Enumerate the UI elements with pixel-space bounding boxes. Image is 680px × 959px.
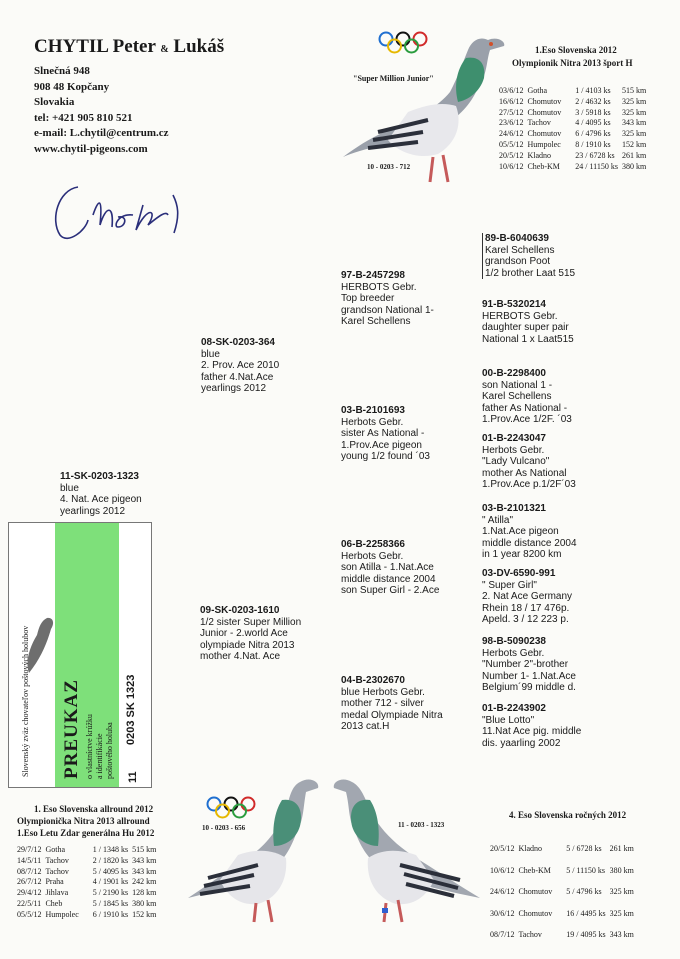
owner-email: e-mail: L.chytil@centrum.cz <box>34 127 169 139</box>
ped-line: grandson Poot <box>485 256 551 268</box>
ped-ssd: 91-B-5320214 HERBOTS Gebr. daughter super pair National 1 x Laat515 <box>482 299 574 345</box>
result-row <box>17 856 160 867</box>
result-place: Chomutov <box>527 107 562 117</box>
ped-sss: 89-B-6040639 Karel Schellens grandson Poot 1/2 brother Laat 515 <box>482 233 575 279</box>
owner-address1: Slnečná 948 <box>34 65 90 77</box>
result-dist: 515 km <box>621 86 647 95</box>
result-row <box>499 162 650 173</box>
result-dist: 152 km <box>621 139 647 149</box>
ped-dsd: 03-DV-6590-991 " Super Girl" 2. Nat Ace Germany Rhein 18 / 17 476p. Apeld. 3 / 12 223 p. <box>482 568 573 626</box>
result-dist: 343 km <box>132 866 157 876</box>
ped-line: 1.Prov.Ace pigeon <box>341 439 422 451</box>
ring-card-texts <box>61 529 83 779</box>
signature <box>48 175 228 250</box>
ped-line: blue <box>60 482 79 494</box>
ped-line: father As National - <box>482 402 568 414</box>
result-place: Praha <box>45 877 64 887</box>
result-pos: 5 / 4095 ks <box>92 866 129 876</box>
result-date: 10/6/12 <box>499 161 524 171</box>
ped-line: grandson National 1- <box>341 304 434 316</box>
ped-line: 1.Prov.Ace p.1/2F´03 <box>482 479 576 491</box>
result-row <box>490 881 638 903</box>
result-dist: 242 km <box>132 877 157 887</box>
ped-dam: 09-SK-0203-1610 1/2 sister Super Million Junior - 2.world Ace olympiade Nitra 2013 mother 4.Nat. Ace <box>200 605 302 663</box>
ped-line: Rhein 18 / 17 476p. <box>482 602 570 614</box>
result-row <box>17 867 160 878</box>
ped-line: "Blue Lotto" <box>482 714 535 726</box>
result-pos: 3 / 5918 ks <box>575 107 611 117</box>
ped-line: 2013 cat.H <box>341 721 390 733</box>
result-pos: 5 / 11150 ks <box>566 865 605 875</box>
result-row <box>499 151 650 162</box>
top-title2: Olympionik Nitra 2013 šport H <box>512 58 633 68</box>
result-row <box>17 877 160 888</box>
result-pos: 24 / 11150 ks <box>575 161 618 171</box>
ped-line: mother As National <box>482 467 567 479</box>
result-place: Cheb-KM <box>527 161 560 171</box>
ped-line: mother 712 - silver <box>341 698 424 710</box>
result-dist: 325 km <box>621 107 647 117</box>
ped-line: mother 4.Nat. Ace <box>200 651 281 663</box>
result-pos: 2 / 4632 ks <box>575 96 611 106</box>
result-date: 26/7/12 <box>17 877 42 887</box>
result-pos: 23 / 6728 ks <box>575 150 615 160</box>
ped-line: " Super Girl" <box>482 579 537 591</box>
ped-line: in 1 year 8200 km <box>482 549 562 561</box>
result-pos: 6 / 1910 ks <box>92 909 129 919</box>
ring-card-pigeon-icon <box>19 613 57 683</box>
ped-line: father 4.Nat.Ace <box>201 371 274 383</box>
ped-line: 2. Nat Ace Germany <box>482 591 573 603</box>
result-dist: 343 km <box>132 855 157 865</box>
result-row <box>490 903 638 925</box>
br-ring: 11 - 0203 - 1323 <box>398 821 445 829</box>
ped-line: "Lady Vulcano" <box>482 456 550 468</box>
result-place: Kladno <box>527 150 552 160</box>
ring-card-number: 0203 SK 1323 <box>125 674 137 745</box>
ped-line: yearlings 2012 <box>60 505 126 517</box>
result-pos: 5 / 1845 ks <box>92 898 129 908</box>
pigeon-image-bottom-left <box>178 770 323 930</box>
result-place: Cheb-KM <box>518 865 551 875</box>
ped-ddd: 01-B-2243902 "Blue Lotto" 11.Nat Ace pig. middle dis. yaarling 2002 <box>482 703 582 749</box>
bl-title3: 1.Eso Letu Zdar generálna Hu 2012 <box>17 828 155 838</box>
ped-line: "Number 2"-brother <box>482 659 569 671</box>
result-dist: 380 km <box>132 898 157 908</box>
result-dist: 261 km <box>621 150 647 160</box>
result-row <box>17 899 160 910</box>
result-dist: 515 km <box>132 845 157 854</box>
ped-line: daughter super pair <box>482 322 569 334</box>
bl-ring: 10 - 0203 - 656 <box>202 824 246 832</box>
result-pos: 5 / 4796 ks <box>566 887 602 896</box>
result-pos: 8 / 1910 ks <box>575 139 611 149</box>
ped-line: 2. Prov. Ace 2010 <box>201 360 280 372</box>
result-dist: 128 km <box>132 888 157 898</box>
result-date: 30/6/12 <box>490 908 515 918</box>
ped-dds: 98-B-5090238 Herbots Gebr. "Number 2"-brother Number 1- 1.Nat.Ace Belgium´99 middle d. <box>482 636 576 694</box>
result-dist: 380 km <box>609 865 634 875</box>
result-place: Jihlava <box>45 888 69 898</box>
top-results <box>499 86 650 172</box>
result-row <box>17 845 160 856</box>
ped-subject: 11-SK-0203-1323 blue 4. Nat. Ace pigeon yearlings 2012 <box>60 471 142 517</box>
result-date: 03/6/12 <box>499 86 524 95</box>
result-place: Tachov <box>527 118 551 128</box>
result-date: 08/7/12 <box>17 866 42 876</box>
ped-dd: 04-B-2302670 blue Herbots Gebr. mother 712 - silver medal Olympiade Nitra 2013 cat.H <box>341 675 443 733</box>
result-date: 29/7/12 <box>17 845 42 854</box>
result-place: Humpolec <box>527 139 561 149</box>
result-place: Tachov <box>518 930 542 939</box>
result-pos: 19 / 4095 ks <box>566 930 606 939</box>
owner-tel: tel: +421 905 810 521 <box>34 111 133 124</box>
result-pos: 5 / 6728 ks <box>566 844 602 853</box>
ring-card-year: 11 <box>127 771 139 783</box>
ped-line: dis. yaarling 2002 <box>482 737 561 749</box>
ped-line: medal Olympiade Nitra <box>341 709 443 721</box>
ped-line: 1.Nat.Ace pigeon <box>482 526 559 538</box>
ped-line: son National 1 - <box>482 379 553 391</box>
ped-line: Karel Schellens <box>341 316 411 328</box>
result-date: 16/6/12 <box>499 96 524 106</box>
result-place: Chomutov <box>518 908 553 918</box>
ped-line: yearlings 2012 <box>201 383 267 395</box>
ped-line: Karel Schellens <box>485 244 555 256</box>
result-row <box>17 888 160 899</box>
bl-results <box>17 845 160 921</box>
ring-card-union: Slovenský zväz chovateľov poštových holubov <box>21 625 30 777</box>
result-date: 24/6/12 <box>490 887 515 896</box>
ped-ss: 97-B-2457298 HERBOTS Gebr. Top breeder grandson National 1- Karel Schellens <box>341 270 434 328</box>
result-pos: 6 / 4796 ks <box>575 129 611 139</box>
ped-line: 1/2 sister Super Million <box>200 616 302 628</box>
result-dist: 152 km <box>132 909 157 919</box>
result-place: Tachov <box>45 855 69 865</box>
result-date: 24/6/12 <box>499 129 524 139</box>
result-pos: 4 / 4095 ks <box>575 118 611 128</box>
result-dist: 325 km <box>609 887 634 896</box>
pigeon-image-bottom-right <box>330 770 490 930</box>
result-dist: 343 km <box>621 118 647 128</box>
result-date: 05/5/12 <box>499 139 524 149</box>
ped-line: Top breeder <box>341 293 395 305</box>
ped-line: HERBOTS Gebr. <box>341 281 417 293</box>
ped-sds: 00-B-2298400 son National 1 - Karel Schellens father As National - 1.Prov.Ace 1/2F. ´03 <box>482 368 572 426</box>
ped-line: Herbots Gebr. <box>341 550 404 562</box>
result-dist: 325 km <box>621 129 647 139</box>
result-date: 08/7/12 <box>490 930 515 939</box>
result-pos: 2 / 1820 ks <box>92 855 129 865</box>
ped-line: son Super Girl - 2.Ace <box>341 585 440 597</box>
ped-sdd: 01-B-2243047 Herbots Gebr. "Lady Vulcano" mother As National 1.Prov.Ace p.1/2F´03 <box>482 433 576 491</box>
ped-line: young 1/2 found ´03 <box>341 451 430 463</box>
ped-line: middle distance 2004 <box>482 537 577 549</box>
ring-card-title: PREUKAZ <box>61 679 82 779</box>
ped-line: Herbots Gebr. <box>341 416 404 428</box>
result-place: Humpolec <box>45 909 79 919</box>
result-pos: 16 / 4495 ks <box>566 908 606 918</box>
result-place: Cheb <box>45 898 63 908</box>
ped-line: Belgium´99 middle d. <box>482 682 576 694</box>
result-row <box>490 860 638 882</box>
result-place: Chomutov <box>527 129 562 139</box>
result-date: 20/5/12 <box>490 844 515 853</box>
ped-line: Junior - 2.world Ace <box>200 628 288 640</box>
result-date: 23/6/12 <box>499 118 524 128</box>
result-dist: 343 km <box>609 930 634 939</box>
ped-line: 4. Nat. Ace pigeon <box>60 494 142 506</box>
owner-name: CHYTIL Peter & Lukáš <box>34 36 225 57</box>
ped-line: sister As National - <box>341 428 425 440</box>
owner-country: Slovakia <box>34 96 75 108</box>
result-date: 14/5/11 <box>17 855 42 865</box>
ped-line: middle distance 2004 <box>341 573 436 585</box>
result-pos: 1 / 4103 ks <box>575 86 611 95</box>
ped-line: Apeld. 3 / 12 223 p. <box>482 614 569 626</box>
result-pos: 5 / 2190 ks <box>92 888 129 898</box>
result-row <box>490 838 638 860</box>
owner-address2: 908 48 Kopčany <box>34 80 110 93</box>
ped-line: " Atilla" <box>482 514 514 526</box>
ped-line: National 1 x Laat515 <box>482 333 574 345</box>
ped-line: Herbots Gebr. <box>482 444 545 456</box>
ped-line: olympiade Nitra 2013 <box>200 639 295 651</box>
ped-line: 11.Nat Ace pig. middle <box>482 726 582 738</box>
result-row <box>499 86 650 97</box>
result-date: 27/5/12 <box>499 107 524 117</box>
bl-title2: Olympionička Nitra 2013 allround <box>17 816 150 826</box>
result-date: 05/5/12 <box>17 909 42 919</box>
result-place: Gotha <box>45 845 66 854</box>
ped-line: son Atilla - 1.Nat.Ace <box>341 562 434 574</box>
bl-title1: 1. Eso Slovenska allround 2012 <box>34 804 154 814</box>
result-date: 22/5/11 <box>17 898 42 908</box>
ped-line: 1.Prov.Ace 1/2F. ´03 <box>482 414 572 426</box>
result-row <box>499 108 650 119</box>
result-row <box>490 924 638 946</box>
result-row <box>499 97 650 108</box>
result-pos: 1 / 1348 ks <box>92 845 129 854</box>
result-row <box>499 140 650 151</box>
result-row <box>17 910 160 921</box>
result-place: Gotha <box>527 86 548 95</box>
ped-line: Herbots Gebr. <box>482 647 545 659</box>
result-dist: 325 km <box>609 908 634 918</box>
owner-block <box>34 36 224 157</box>
result-place: Chomutov <box>527 96 562 106</box>
ped-dss: 03-B-2101321 " Atilla" 1.Nat.Ace pigeon middle distance 2004 in 1 year 8200 km <box>482 503 577 561</box>
ped-line: blue Herbots Gebr. <box>341 686 425 698</box>
result-date: 20/5/12 <box>499 150 524 160</box>
pigeon-image-top <box>338 22 508 192</box>
ped-line: Number 1- 1.Nat.Ace <box>482 670 576 682</box>
ring-card <box>8 522 152 788</box>
ped-line: Karel Schellens <box>482 391 552 403</box>
result-dist: 380 km <box>621 161 647 171</box>
result-dist: 261 km <box>609 844 634 853</box>
ped-line: blue <box>201 348 220 360</box>
ped-line: 1/2 brother Laat 515 <box>485 267 576 279</box>
ped-sd: 03-B-2101693 Herbots Gebr. sister As National - 1.Prov.Ace pigeon young 1/2 found ´03 <box>341 405 430 463</box>
br-results <box>490 838 638 946</box>
br-title: 4. Eso Slovenska ročných 2012 <box>509 810 627 820</box>
top-pigeon-nickname: "Super Million Junior" <box>353 74 434 83</box>
result-date: 10/6/12 <box>490 865 515 875</box>
ped-ds: 06-B-2258366 Herbots Gebr. son Atilla - 1.Nat.Ace middle distance 2004 son Super Girl - 2.Ace <box>341 539 440 597</box>
result-row <box>499 118 650 129</box>
top-pigeon-ring: 10 - 0203 - 712 <box>367 163 411 171</box>
result-pos: 4 / 1901 ks <box>92 877 129 887</box>
result-place: Tachov <box>45 866 69 876</box>
result-row <box>499 129 650 140</box>
ring-card-subtitle: o vlastníctve krúžku a identifikácie poštového holuba <box>85 714 114 779</box>
ped-sire: 08-SK-0203-364 blue 2. Prov. Ace 2010 father 4.Nat.Ace yearlings 2012 <box>201 337 280 395</box>
top-title1: 1.Eso Slovenska 2012 <box>535 45 617 55</box>
result-place: Chomutov <box>518 887 553 896</box>
ped-line: HERBOTS Gebr. <box>482 310 558 322</box>
result-place: Kladno <box>518 844 543 853</box>
owner-web: www.chytil-pigeons.com <box>34 142 148 155</box>
result-date: 29/4/12 <box>17 888 42 898</box>
result-dist: 325 km <box>621 96 647 106</box>
